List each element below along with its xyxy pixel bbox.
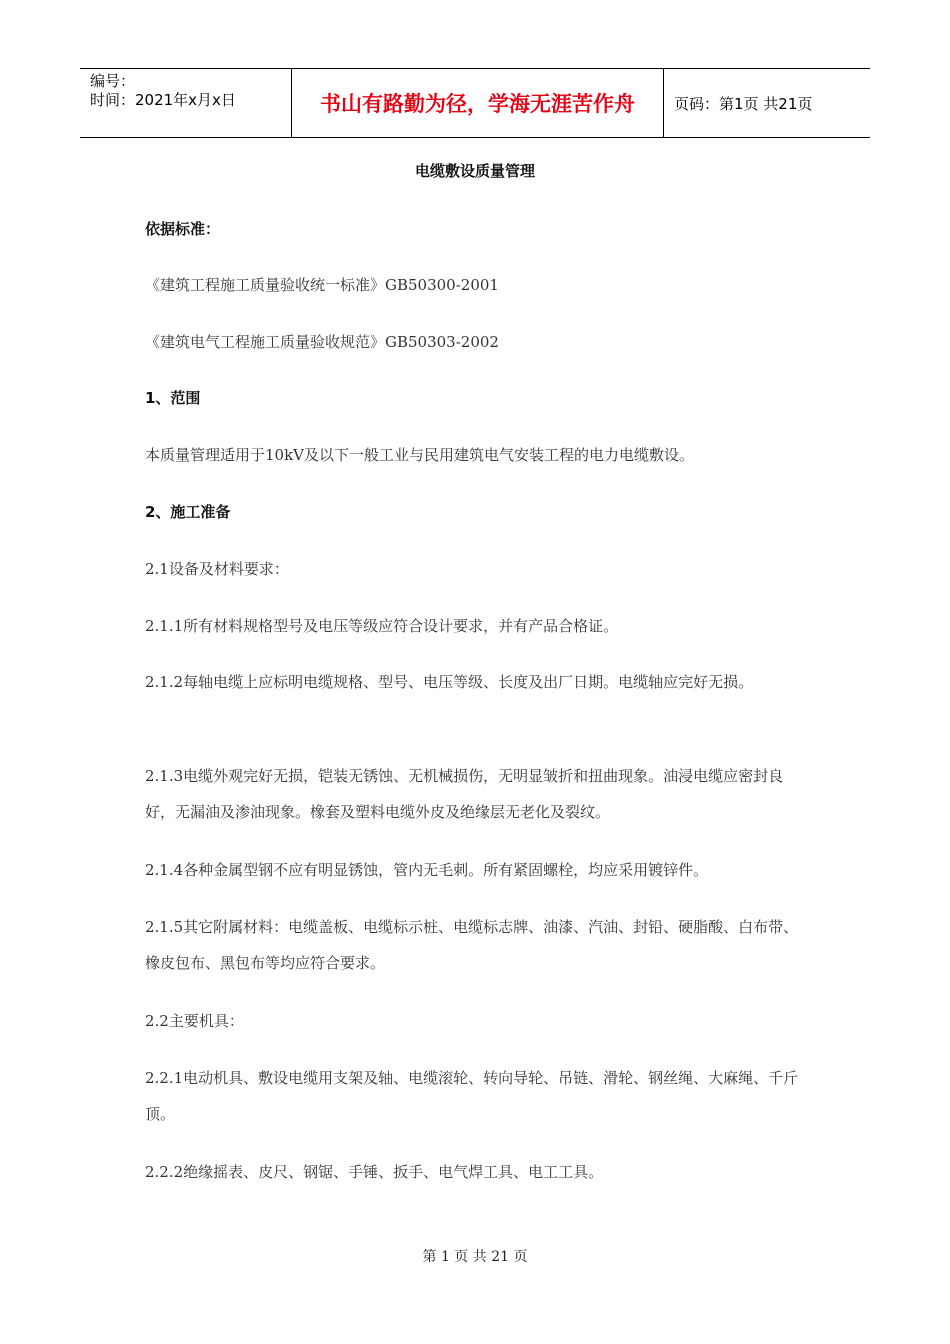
basis-heading: 依据标准： — [145, 220, 221, 238]
header-number: 编号： — [90, 72, 136, 90]
page-footer: 第 1 页 共 21 页 — [422, 1249, 528, 1265]
paragraph: 本质量管理适用于10kV及以下一般工业与民用建筑电气安装工程的电力电缆敷设。 — [145, 446, 695, 464]
paragraph: 2.1.5其它附属材料：电缆盖板、电缆标示桩、电缆标志牌、油漆、汽油、封铅、硬脂酸、白布带、橡皮包布、黑包布等均应符合要求。 — [145, 918, 799, 972]
paragraph: 2.1.2每轴电缆上应标明电缆规格、型号、电压等级、长度及出厂日期。电缆轴应完好无损。 — [145, 673, 754, 691]
section-heading-preparation: 2、施工准备 — [145, 503, 231, 521]
header-page-number: 页码：第1页 共21页 — [674, 94, 813, 113]
paragraph: 2.2.2绝缘摇表、皮尺、钢锯、手锤、扳手、电气焊工具、电工工具。 — [145, 1163, 604, 1181]
document-title: 电缆敷设质量管理 — [414, 162, 535, 180]
header-date: 时间：2021年x月x日 — [90, 91, 236, 109]
standard-item: 《建筑电气工程施工质量验收规范》GB50303-2002 — [145, 333, 499, 351]
paragraph: 2.1设备及材料要求： — [145, 560, 289, 578]
paragraph: 2.1.4各种金属型钢不应有明显锈蚀，管内无毛刺。所有紧固螺栓，均应采用镀锌件。 — [145, 861, 709, 879]
header-motto: 书山有路勤为径，学海无涯苦作舟 — [292, 69, 664, 137]
paragraph: 2.1.3电缆外观完好无损，铠装无锈蚀、无机械损伤，无明显皱折和扭曲现象。油浸电缆应密封良好，无漏油及渗油现象。橡套及塑料电缆外皮及绝缘层无老化及裂纹。 — [145, 767, 784, 821]
page-header — [80, 68, 870, 138]
paragraph: 2.2.1电动机具、敷设电缆用支架及轴、电缆滚轮、转向导轮、吊链、滑轮、钢丝绳、大麻绳、千斤顶。 — [145, 1069, 799, 1123]
standard-item: 《建筑工程施工质量验收统一标准》GB50300-2001 — [145, 276, 499, 294]
paragraph: 2.2主要机具： — [145, 1012, 244, 1030]
paragraph: 2.1.1所有材料规格型号及电压等级应符合设计要求，并有产品合格证。 — [145, 617, 619, 635]
header-meta — [80, 69, 292, 137]
section-heading-scope: 1、范围 — [145, 389, 201, 407]
